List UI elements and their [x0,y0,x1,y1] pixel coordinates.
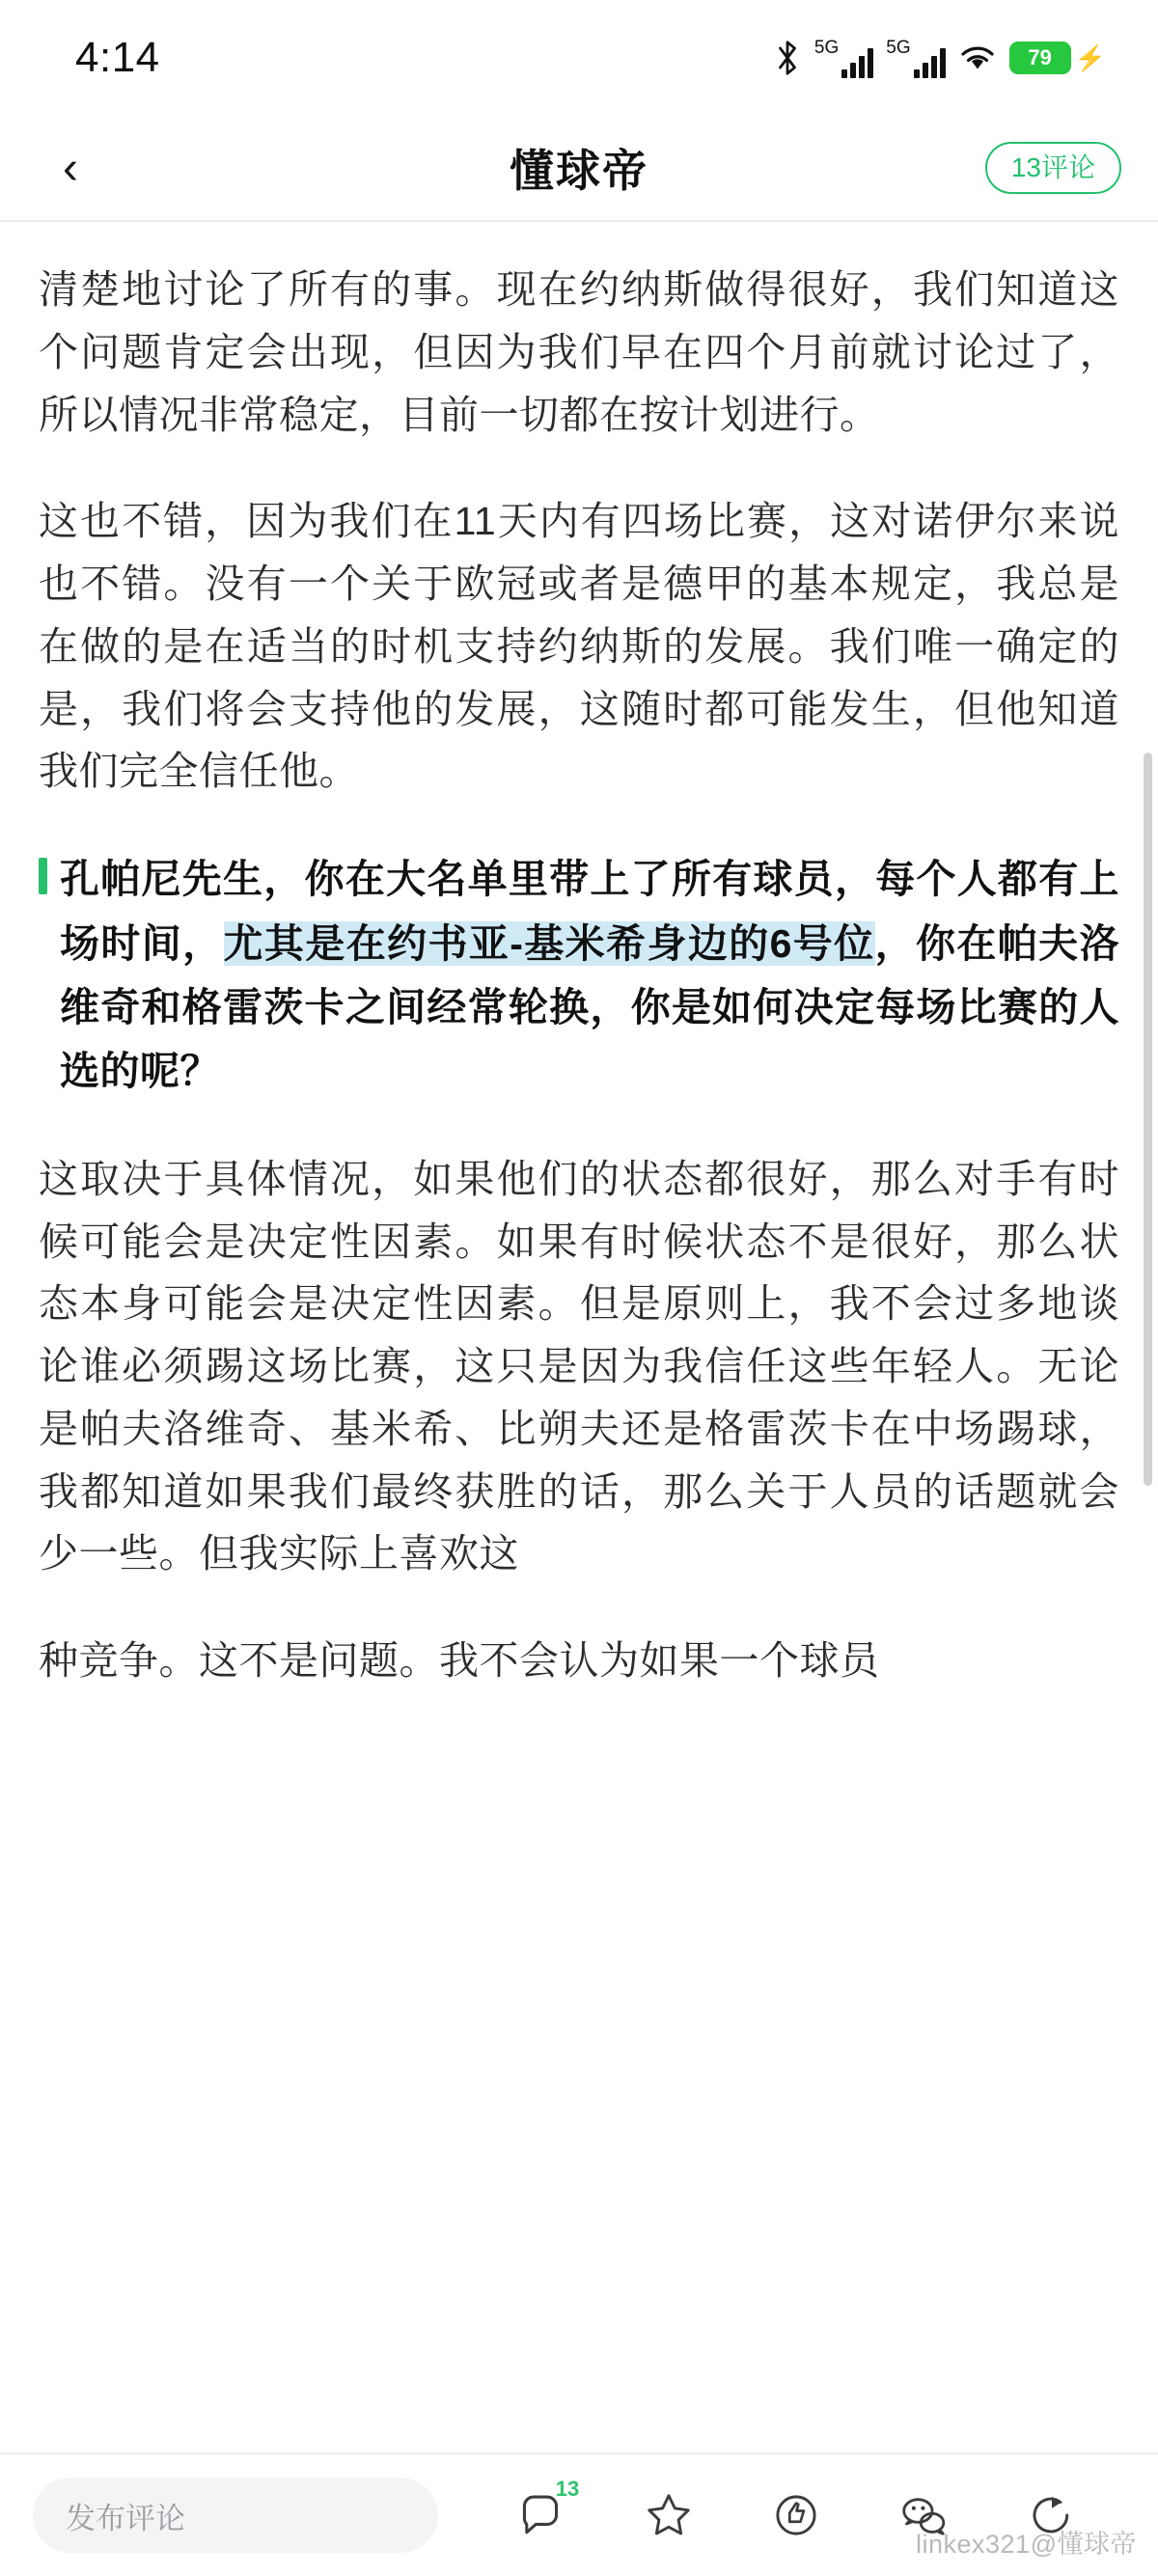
status-clock: 4:14 [75,34,160,81]
sim2-bars [914,47,946,78]
question-part-1: 孔帕尼先生，你在大名单里带上了所有球员，每个人都有上场时间， [60,857,1119,966]
question-part-2: ，你在帕夫洛维奇和格雷茨卡之间经常轮换，你是如何决定每场比赛的人选的呢？ [60,920,1119,1094]
thumbs-up-icon[interactable] [759,2479,833,2552]
comment-count-badge[interactable]: 13评论 [985,142,1121,194]
comment-count-superscript: 13 [555,2477,580,2501]
question-text [60,847,1119,1104]
watermark: linkex321@懂球帝 [916,2530,1137,2559]
wifi-icon [958,42,997,73]
battery-indicator [1009,41,1106,74]
interview-question [39,847,1119,1104]
sim1-network-label: 5G [813,37,840,58]
sim2-network-label: 5G [886,37,911,58]
paragraph: 清楚地讨论了所有的事。现在约纳斯做得很好，我们知道这个问题肯定会出现，但因为我们早在四个月前就讨论过了，所以情况非常稳定，目前一切都在按计划进行。 [39,267,1119,437]
app-header [0,116,1158,220]
paragraph-clipped: 种竞争。这不是问题。我不会认为如果一个球员 [39,1638,880,1684]
status-bar [0,0,1158,116]
paragraph: 这也不错，因为我们在11天内有四场比赛，这对诺伊尔来说也不错。没有一个关于欧冠或者是德甲的基本规定，我总是在做的是在适当的时机支持约纳斯的发展。我们唯一确定的是，我们将会支持他的发展，这随时都可能发生，但他知道我们完全信任他。 [39,499,1119,794]
paragraph: 这取决于具体情况，如果他们的状态都很好，那么对手有时候可能会是决定性因素。如果有时候状态不是很好，那么状态本身可能会是决定性因素。但是原则上，我不会过多地谈论谁必须踢这场比赛，这只是因为我信任这些年轻人。无论是帕夫洛维奇、基米希、比朔夫还是格雷茨卡在中场踢球，我都知道如果我们最终获胜的话，那么关于人员的话题就会少一些。但我实际上喜欢这 [39,1156,1119,1576]
star-icon[interactable] [632,2479,705,2552]
comment-input[interactable]: 发布评论 [33,2478,438,2553]
article-body [0,222,1158,1692]
chevron-left-icon: ‹ [63,142,78,194]
bottom-action-bar [0,2453,1158,2576]
bluetooth-icon [773,40,802,76]
battery-percent: 79 [1009,41,1071,74]
vertical-scrollbar[interactable] [1144,753,1152,1486]
comment-bubble-icon[interactable] [504,2477,580,2552]
question-highlight[interactable]: 尤其是在约书亚-基米希身边的6号位 [223,920,875,966]
lightning-bolt-icon: ⚡ [1074,43,1106,72]
sim1-signal-icon [814,39,873,78]
back-button[interactable] [37,134,104,202]
page-title: 懂球帝 [510,146,648,196]
sim2-signal-icon [886,39,945,78]
sim1-bars [841,47,873,78]
status-icon-group [773,39,1106,78]
